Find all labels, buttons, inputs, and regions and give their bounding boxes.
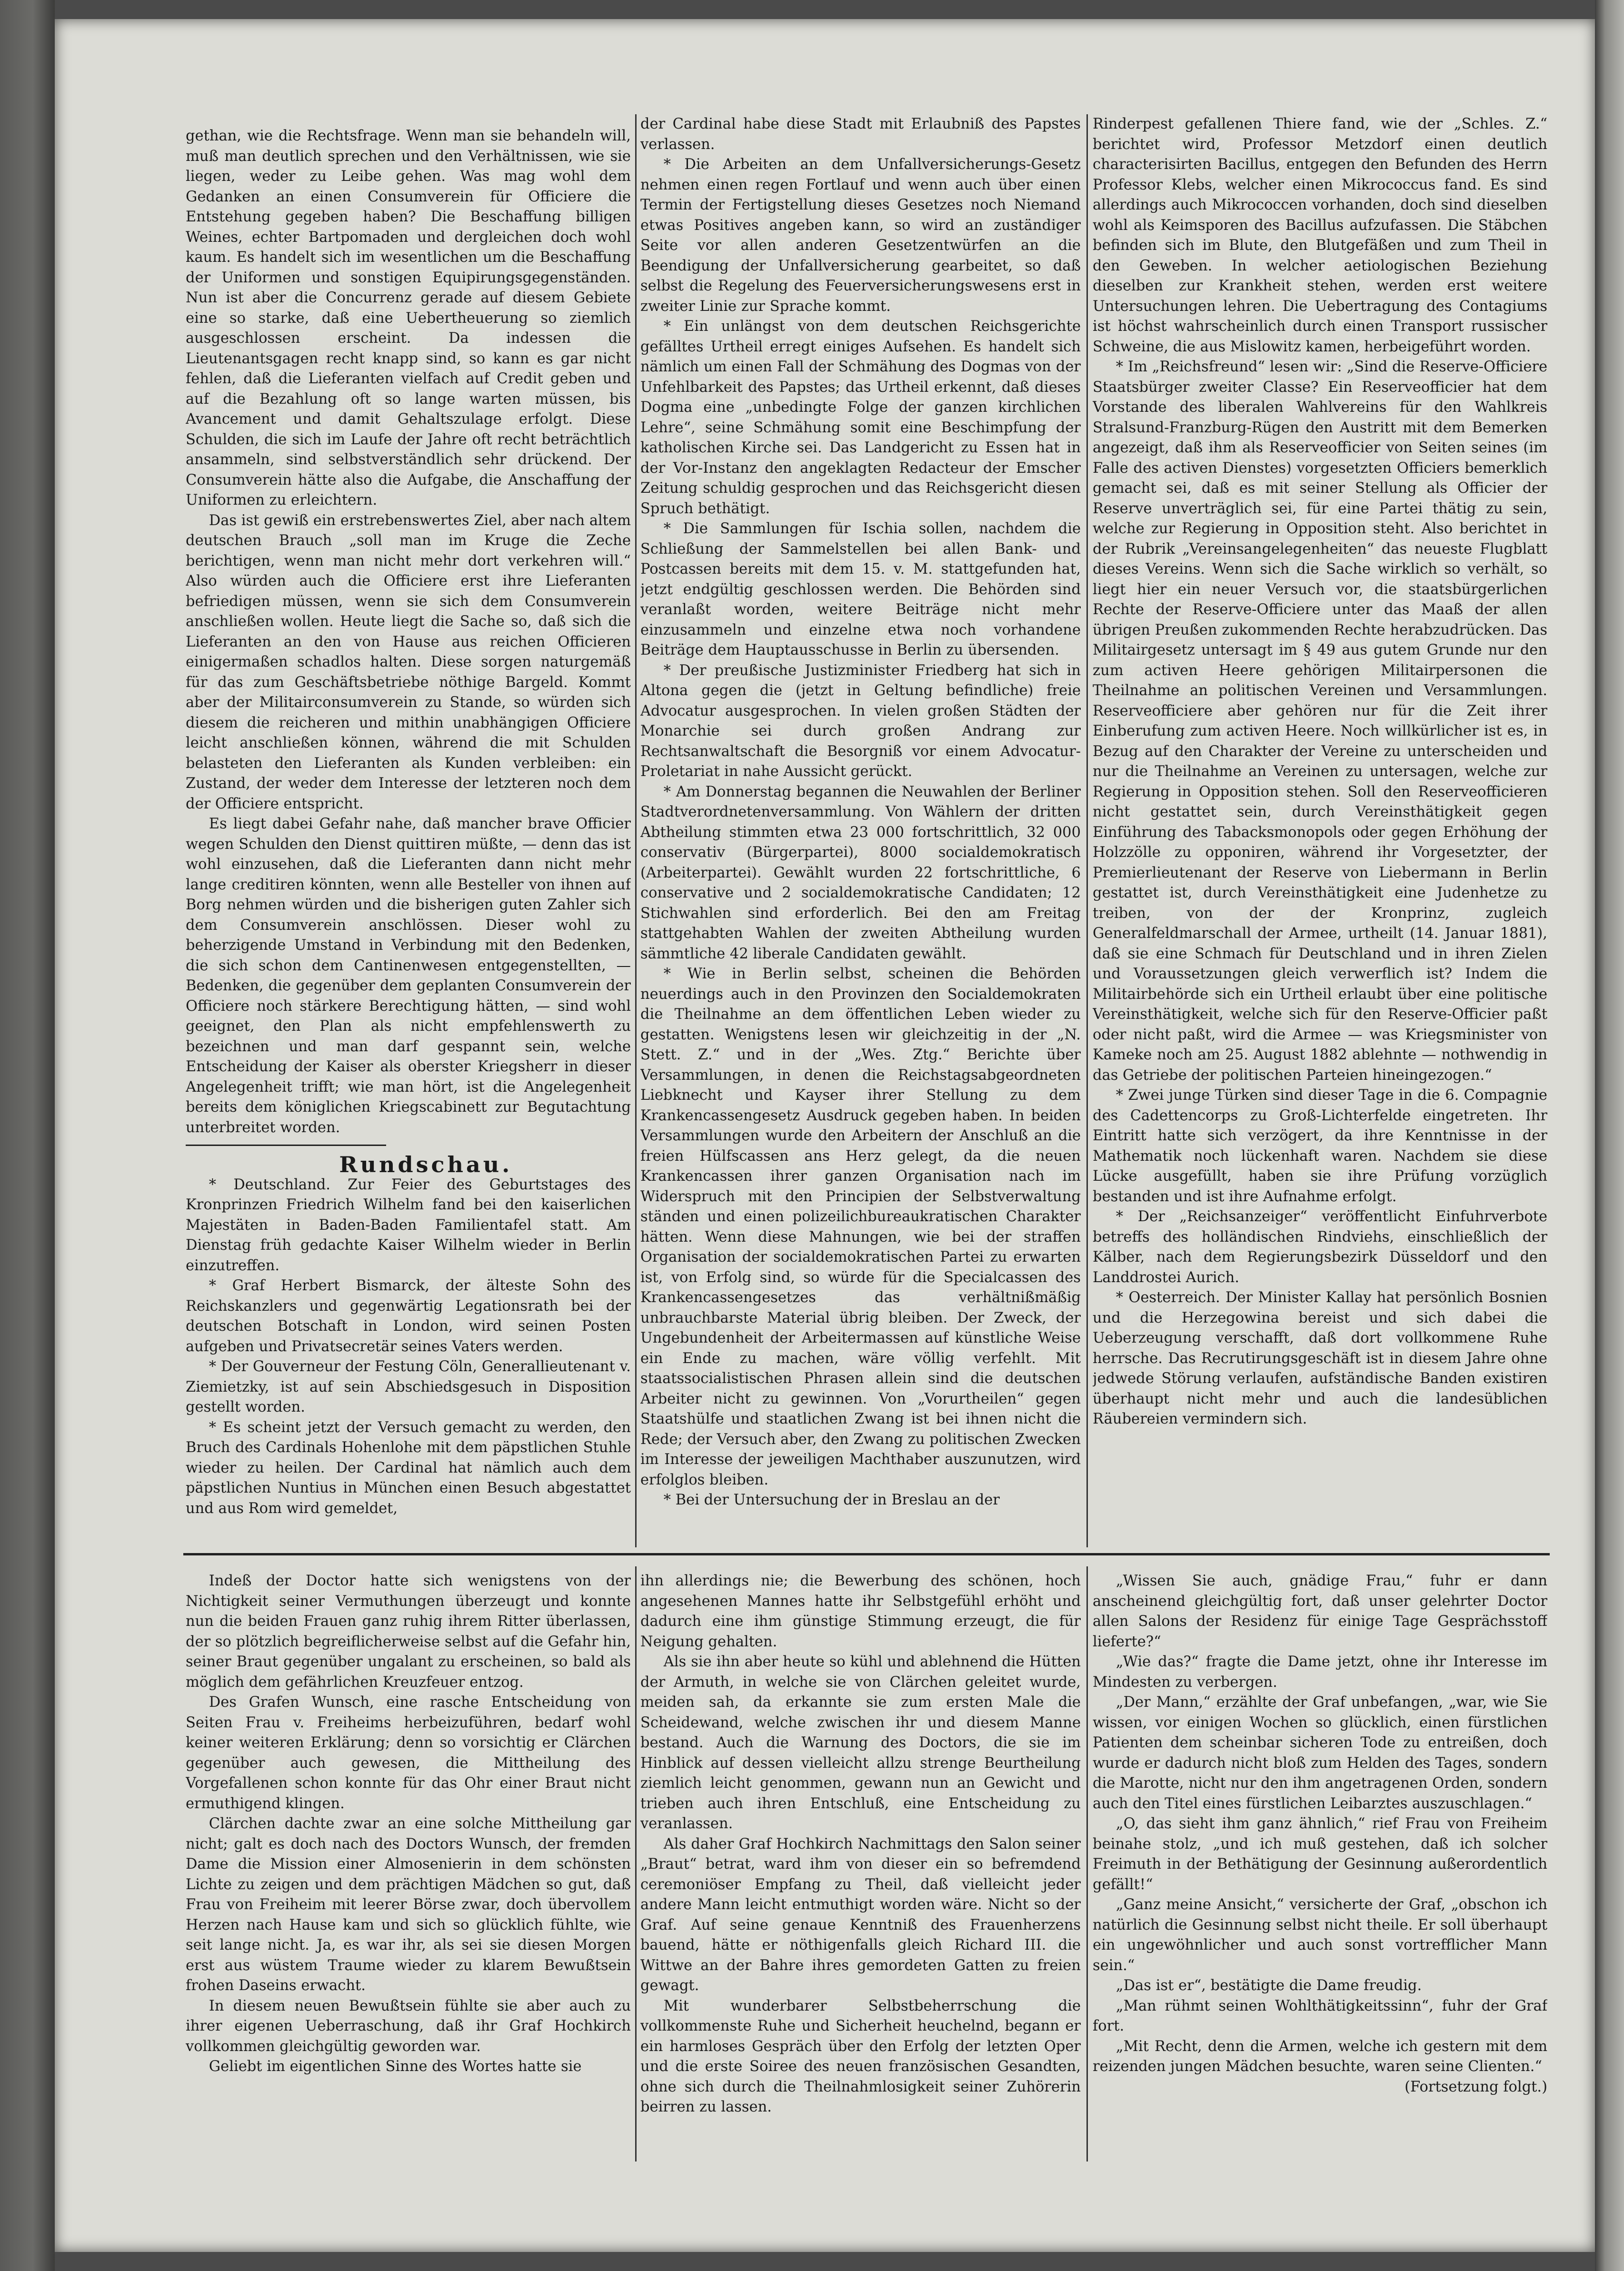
news-item: * Es scheint jetzt der Versuch gemacht zu werden, den Bruch des Cardinals Hohenlohe mit dem päpstlichen Stuhle wieder zu heilen. Der Cardinal hat nämlich auch dem päpstlichen Nuntius in München einen Besuch abgestattet und aus Rom wird gemeldet, — [186, 1419, 631, 1517]
story-paragraph: „Wie das?“ fragte die Dame jetzt, ohne ihr Interesse im Mindesten zu verbergen. — [1093, 1653, 1547, 1691]
news-item: * Die Arbeiten an dem Unfallversicherungs-Gesetz nehmen einen regen Fortlauf und wenn auch über einen Termin der Fertigstellung dieses Gesetzes noch Niemand etwas Positives angeben kann, so wird an zuständiger Seite vor allen anderen Gesetzentwürfen an die Beendigung der Unfallversicherung gearbeitet, so daß selbst die Regelung des Feuerversicherungswesens erst in zweiter Linie zur Sprache kommt. — [640, 156, 1081, 315]
story-paragraph: „Wissen Sie auch, gnädige Frau,“ fuhr er dann anscheinend gleichgültig fort, daß unser gelehrter Doctor allen Salons der Residenz für einige Tage Gesprächsstoff lieferte?“ — [1093, 1573, 1547, 1650]
column-3 — [1093, 114, 1547, 1543]
news-item: * Der preußische Justizminister Friedberg hat sich in Altona gegen die (jetzt in Geltung befindliche) freie Advocatur ausgesprochen. In vielen großen Städten der Monarchie sei durch großen Andrang zur Rechtsanwaltschaft die Besorgniß vor einem Advocatur-Proletariat in nahe Aussicht gerückt. — [640, 662, 1081, 780]
story-paragraph: Des Grafen Wunsch, eine rasche Entscheidung von Seiten Frau v. Freiheims herbeizuführen, bedarf wohl keiner weiteren Erklärung; denn so vorsichtig er Clärchen gegenüber auch gewesen, die Mittheilung des Vorgefallenen schon konnte für das Ohr einer Braut nicht ermuthigend klingen. — [186, 1694, 631, 1812]
news-item: * Der Gouverneur der Festung Cöln, Generallieutenant v. Ziemietzky, ist auf sein Abschiedsgesuch in Disposition gestellt worden. — [186, 1358, 631, 1415]
story-paragraph: „Der Mann,“ erzählte der Graf unbefangen, „war, wie Sie wissen, vor einigen Wochen so glücklich, einen fürstlichen Patienten dem scheinbar sicheren Tode zu entreißen, doch wurde er dadurch nicht bloß zum Helden des Tages, sondern die Marotte, nicht nur den ihm angetragenen Orden, sondern auch den Titel eines fürstlichen Leibarztes auszuschlagen.“ — [1093, 1694, 1547, 1812]
story-paragraph: „O, das sieht ihm ganz ähnlich,“ rief Frau von Freiheim beinahe stolz, „und ich muß gestehen, daß ich solcher Freimuth in der Bethätigung der Gesinnung außerordentlich gefällt!“ — [1093, 1815, 1547, 1893]
column-rule — [1086, 114, 1088, 1547]
news-item: * Die Sammlungen für Ischia sollen, nachdem die Schließung der Sammelstellen bei allen Bank- und Postcassen bereits mit dem 15. v. M. stattgefunden hat, jetzt endgültig geschlossen werden. Die Behörden sind veranlaßt worden, weitere Beiträge nicht mehr einzusammeln und einzelne etwa noch vorhandene Beiträge dem Hauptausschusse in Berlin zu übersenden. — [640, 520, 1081, 658]
news-item: der Cardinal habe diese Stadt mit Erlaubniß des Papstes verlassen. — [640, 116, 1081, 153]
story-paragraph: „Man rühmt seinen Wohlthätigkeitssinn“, fuhr der Graf fort. — [1093, 1997, 1547, 2034]
news-item: * Deutschland. Zur Feier des Geburtstages des Kronprinzen Friedrich Wilhelm fand bei den kaiserlichen Majestäten in Baden-Baden Familientafel statt. Am Dienstag früh gedachte Kaiser Wilhelm wieder in Berlin einzutreffen. — [186, 1176, 631, 1274]
news-item: * Ein unlängst von dem deutschen Reichsgerichte gefälltes Urtheil erregt einiges Aufsehen. Es handelt sich nämlich um einen Fall der Schmähung des Dogmas von der Unfehlbarkeit des Papstes; das Urtheil erkennt, daß dieses Dogma eine „unbedingte Folge der ganzen kirchlichen Lehre“, seine Schmähung somit eine Beschimpfung der katholischen Kirche sei. Das Landgericht zu Essen hat in der Vor-Instanz den angeklagten Redacteur der Emscher Zeitung schuldig gesprochen und das Reichsgericht diesen Spruch bethätigt. — [640, 318, 1081, 517]
story-paragraph: Mit wunderbarer Selbstbeherrschung die vollkommenste Ruhe und Sicherheit heuchelnd, begann er ein harmloses Gespräch über den Erfolg der letzten Oper und die erste Soiree des neuen französischen Gesandten, ohne sich durch die Theilnahmlosigkeit seiner Zuhörerin beirren zu lassen. — [640, 1997, 1081, 2115]
paragraph: Das ist gewiß ein erstrebenswertes Ziel, aber nach altem deutschen Brauch „soll man im Kruge die Zeche berichtigen, wenn man nicht mehr dort verkehren will.“ Also würden auch die Officiere erst ihre Lieferanten befriedigen müssen, wenn sie sich dem Consumverein anschließen wollen. Heute liegt die Sache so, daß sich die Lieferanten an den von Hause aus reichen Officieren einigermaßen schadlos halten. Diese sorgen naturgemäß für das zum Geschäftsbetriebe nöthige Bargeld. Kommt aber der Militairconsumverein zu Stande, so würden sich diesem die reicheren und mithin unabhängigen Officiere leicht anschließen können, während die mit Schulden belasteten den Lieferanten als Kunden verbleiben: ein Zustand, der weder dem Interesse der letzteren noch dem der Officiere entspricht. — [186, 512, 631, 812]
news-item: * Oesterreich. Der Minister Kallay hat persönlich Bosnien und die Herzegowina bereist und sich dabei die Ueberzeugung verschafft, daß dort vollkommene Ruhe herrsche. Das Recrutirungsgeschäft ist in diesem Jahre ohne jedwede Störung verlaufen, aufständische Banden existiren überhaupt nicht mehr und auch die landesüblichen Räubereien vermindern sich. — [1093, 1289, 1547, 1427]
paragraph: Es liegt dabei Gefahr nahe, daß mancher brave Officier wegen Schulden den Dienst quittiren müßte, — denn das ist wohl einzusehen, daß die Lieferanten dann nicht mehr lange creditiren könnten, wenn alle Besteller von ihnen auf Borg nehmen würden und die bisherigen guten Zahler sich dem Consumverein anschlössen. Dieser wohl zu beherzigende Umstand in Verbindung mit den Bedenken, die sich schon dem Cantinenwesen entgegenstellten, — Bedenken, die gegenüber dem geplanten Consumverein der Officiere noch stärkere Berechtigung hätten, — sind wohl geeignet, den Plan als nicht empfehlenswerth zu bezeichnen und man darf gespannt sein, welche Entscheidung der Kaiser als oberster Kriegsherr in dieser Angelegenheit trifft; wie man hört, ist die Angelegenheit bereits dem königlichen Kriegscabinett zur Begutachtung unterbreitet worden. — [186, 816, 631, 1136]
feuilleton-column-1 — [186, 1571, 631, 2157]
news-item: * Am Donnerstag begannen die Neuwahlen der Berliner Stadtverordnetenversammlung. Von Wählern der dritten Abtheilung stimmten etwa 23 000 fortschrittlich, 32 000 conservativ (Bürgerpartei), 8000 socialdemokratisch (Arbeiterpartei). Gewählt wurden 22 fortschrittliche, 6 conservative und 2 socialdemokratische Candidaten; 12 Stichwahlen sind erforderlich. Bei den am Freitag stattgehabten Wahlen der zweiten Abtheilung wurden sämmtliche 42 liberale Candidaten gewählt. — [640, 783, 1081, 962]
section-rule — [186, 1145, 386, 1146]
column-2 — [640, 114, 1081, 1543]
news-item: * Wie in Berlin selbst, scheinen die Behörden neuerdings auch in den Provinzen den Socialdemokraten die Theilnahme an dem öffentlichen Leben wieder zu gestatten. Wenigstens lesen wir gleichzeitig in der „N. Stett. Z.“ und in der „Wes. Ztg.“ Berichte über Versammlungen, in denen die Reichstagsabgeordneten Liebknecht und Kayser ihrer Stellung zu dem Krankencassengesetz Ausdruck gegeben haben. In beiden Versammlungen wurde den Arbeitern der Anschluß an die freien Hülfscassen ans Herz gelegt, da die neuen Krankencassen ihrer ganzen Organisation nach im Widerspruch mit den Principien der Selbstverwaltung ständen und einen polizeilichbureaukratischen Charakter hätten. Wenn diese Mahnungen, wie bei der straffen Organisation der socialdemokratischen Partei zu erwarten ist, von Erfolg sind, so würde für die Specialcassen des Krankencassengesetzes das verhältnißmäßig unbrauchbarste Material übrig bleiben. Der Zweck, der Ungebundenheit der Arbeitermassen auf künstliche Weise ein Ende zu machen, wäre völlig verfehlt. Mit staatssocialistischen Phrasen allein sind die deutschen Arbeiter nicht zu gewinnen. Von „Vorurtheilen“ gegen Staatshülfe und staatlichen Zwang ist bei ihnen nicht die Rede; der Versuch aber, den Zwang zu politischen Zwecken im Interesse der jeweiligen Machthaber auszunutzen, wird erfolglos bleiben. — [640, 966, 1081, 1488]
section-heading: Rundschau. — [339, 1152, 513, 1177]
feuilleton-column-3 — [1093, 1571, 1547, 2157]
feuilleton-separator — [183, 1553, 1550, 1555]
feuilleton-column-2 — [640, 1571, 1081, 2157]
news-item: * Zwei junge Türken sind dieser Tage in die 6. Compagnie des Cadettencorps zu Groß-Lichterfelde eingetreten. Ihr Eintritt hatte sich verzögert, da ihre Kenntnisse in der Mathematik noch lückenhaft waren. Nachdem sie diese Lücke ausgefüllt, haben sie ihre Prüfung vorzüglich bestanden und ist ihre Aufnahme erfolgt. — [1093, 1087, 1547, 1205]
story-paragraph: Als daher Graf Hochkirch Nachmittags den Salon seiner „Braut“ betrat, ward ihm von dieser ein so befremdend ceremoniöser Empfang zu Theil, daß vielleicht jeder andere Mann leicht entmuthigt worden wäre. Nicht so der Graf. Auf seine genaue Kenntniß des Frauenherzens bauend, hätte er nöthigenfalls gleich Richard III. die Wittwe an der Bahre ihres gemordeten Gatten zu freien gewagt. — [640, 1835, 1081, 1994]
column-1 — [186, 126, 631, 1543]
story-paragraph: Geliebt im eigentlichen Sinne des Wortes hatte sie — [209, 2058, 582, 2075]
news-item: * Im „Reichsfreund“ lesen wir: „Sind die Reserve-Officiere Staatsbürger zweiter Classe? Ein Reserveofficier hat dem Vorstande des liberalen Wahlvereins für den Wahlkreis Stralsund-Franzburg-Rügen den Austritt mit dem Bemerken angezeigt, daß ihm als Reserveofficier von Seiten seines (im Falle des activen Dienstes) vorgesetzten Officiers bemerklich gemacht sei, daß es mit seiner Stellung als Officier der Reserve unverträglich sei, für eine Partei thätig zu sein, welche zur Regierung in Opposition steht. Also berichtet in der Rubrik „Vereinsangelegenheiten“ das neueste Flugblatt dieses Vereins. Wenn sich die Sache wirklich so verhält, so liegt hier ein neuer Versuch vor, die staatsbürgerlichen Rechte der Reserve-Officiere unter das Maaß der allen übrigen Preußen zukommenden Rechte herabzudrücken. Das Militairgesetz untersagt im § 49 aus gutem Grunde nur den zum activen Heere gehörigen Militairpersonen die Theilnahme an politischen Vereinen und Versammlungen. Reserveofficiere aber gehören nur für die Zeit ihrer Einberufung zum activen Heere. Noch willkürlicher ist es, in Bezug auf den Charakter der Vereine zu unterscheiden und nur die Theilnahme an Vereinen zu untersagen, welche zur Regierung in Opposition stehen. Soll den Reserveofficieren nicht gestattet sein, durch Vereinsthätigkeit gegen Einführung des Tabacksmonopols oder gegen Erhöhung der Holzzölle zu opponiren, während ihr Vorgesetzter, der Premierlieutenant der Reserve von Liebermann in Berlin gestattet ist, durch Vereinsthätigkeit eine Judenhetze zu treiben, von der der Kronprinz, zugleich Generalfeldmarschall der Armee, urtheilt (14. Januar 1881), daß sie eine Schmach für Deutschland und in ihren Zielen und Voraussetzungen gleich verwerflich ist? Indem die Militairbehörde sich ein Urtheil erlaubt über eine politische Vereinsthätigkeit, welche sich für den Reserve-Officier paßt oder nicht paßt, wird die Armee — was Kriegsminister von Kameke noch am 25. August 1882 ablehnte — nothwendig in das Getriebe der politischen Parteien hineingezogen.“ — [1093, 359, 1547, 1084]
story-paragraph: Als sie ihn aber heute so kühl und ablehnend die Hütten der Armuth, in welche sie von Clärchen geleitet wurde, meiden sah, da erkannte sie zum ersten Male die Scheidewand, welche zwischen ihr und diesem Manne bestand. Auch die Warnung des Doctors, die sie im Hinblick auf dessen vielleicht allzu strenge Beurtheilung ziemlich leicht genommen, gewann nun an Gewicht und trieben auch ihren Entschluß, eine Entscheidung zu veranlassen. — [640, 1653, 1081, 1832]
story-paragraph: „Ganz meine Ansicht,“ versicherte der Graf, „obschon ich natürlich die Gesinnung selbst nicht theile. Er soll überhaupt ein ungewöhnlicher und auch sonst vortrefflicher Mann sein.“ — [1093, 1896, 1547, 1974]
news-item: * Der „Reichsanzeiger“ veröffentlicht Einfuhrverbote betreffs des holländischen Rindviehs, einschließlich der Kälber, nach dem Regierungsbezirk Düsseldorf und den Landdrostei Aurich. — [1093, 1208, 1547, 1286]
news-item: * Graf Herbert Bismarck, der älteste Sohn des Reichskanzlers und gegenwärtig Legationsrath bei der deutschen Botschaft in London, wird seinen Posten aufgeben und Privatsecretär seines Vaters werden. — [186, 1277, 631, 1355]
story-paragraph: „Das ist er“, bestätigte die Dame freudig. — [1116, 1977, 1422, 1994]
news-item: * Bei der Untersuchung der in Breslau an der — [663, 1492, 1000, 1508]
story-paragraph: In diesem neuen Bewußtsein fühlte sie aber auch zu ihrer eigenen Ueberraschung, daß ihr Graf Hochkirch vollkommen gleichgültig geworden war. — [186, 1997, 631, 2055]
column-rule — [635, 114, 637, 1547]
story-paragraph: „Mit Recht, denn die Armen, welche ich gestern mit dem reizenden jungen Mädchen besuchte, waren seine Clienten.“ — [1093, 2038, 1547, 2075]
story-paragraph: ihn allerdings nie; die Bewerbung des schönen, hoch angesehenen Mannes hatte ihr Selbstgefühl erhöht und dadurch eine ihm günstige Stimmung erzeugt, die für Neigung gehalten. — [640, 1573, 1081, 1650]
news-item: Rinderpest gefallenen Thiere fand, wie der „Schles. Z.“ berichtet wird, Professor Metzdorf einen deutlich characterisirten Bacillus, entgegen den Befunden des Herrn Professor Klebs, welcher einen Mikrococcus fand. Es sind allerdings auch Mikrococcen vorhanden, doch sind dieselben wohl als Keimsporen des Bacillus aufzufassen. Die Stäbchen befinden sich im Blute, den Blutgefäßen und zum Theil in den Geweben. In welcher aetiologischen Beziehung dieselben zur Krankheit stehen, werden erst weitere Untersuchungen lehren. Die Uebertragung des Contagiums ist höchst wahrscheinlich durch einen Transport russischer Schweine, die aus Mislowitz kamen, herbeigeführt worden. — [1093, 116, 1547, 355]
page-edge — [1595, 0, 1624, 2271]
column-rule — [1086, 1566, 1088, 2161]
continued-note: (Fortsetzung folgt.) — [1405, 2078, 1547, 2095]
book-binding-shadow — [0, 0, 55, 2271]
story-paragraph: Indeß der Doctor hatte sich wenigstens von der Nichtigkeit seiner Vermuthungen überzeugt und konnte nun die beiden Frauen ganz ruhig ihrem Ritter überlassen, der so plötzlich begreiflicherweise selbst auf die Gefahr hin, seiner Braut gegenüber ungalant zu erscheinen, so bald als möglich dem gefährlichen Kreuzfeuer entzog. — [186, 1573, 631, 1691]
paragraph: gethan, wie die Rechtsfrage. Wenn man sie behandeln will, muß man deutlich sprechen und den Verhältnissen, wie sie liegen, weder zu Leibe gehen. Was mag wohl dem Gedanken an einen Consumverein für Officiere die Entstehung gegeben haben? Die Beschaffung billigen Weines, echter Bartpomaden und dergleichen doch wohl kaum. Es handelt sich im wesentlichen um die Beschaffung der Uniformen und sonstigen Equipirungsgegenständen. Nun ist aber die Concurrenz gerade auf diesem Gebiete eine so starke, daß eine Uebertheuerung so ziemlich ausgeschlossen erscheint. Da indessen die Lieutenantsgagen recht knapp sind, so kann es gar nicht fehlen, daß die Lieferanten vielfach auf Credit geben und auf die Bezahlung oft so lange warten müssen, bis Avancement und damit Gehaltszulage erfolgt. Diese Schulden, die sich im Laufe der Jahre oft recht beträchtlich ansammeln, sind selbstverständlich sehr drückend. Der Consumverein hätte also die Aufgabe, die Anschaffung der Uniformen zu erleichtern. — [186, 128, 631, 508]
story-paragraph: Clärchen dachte zwar an eine solche Mittheilung gar nicht; galt es doch nach des Doctors Wunsch, der fremden Dame die Mission einer Almosenierin in dem schönsten Lichte zu zeigen und dem prächtigen Mädchen so gut, daß Frau von Freiheim mit leerer Börse zwar, doch übervollem Herzen nach Hause kam und sich so glücklich fühlte, wie seit lange nicht. Ja, es war ihr, als sei sie diesen Morgen erst aus wüstem Traume wieder zu klarem Bewußtsein frohen Daseins erwacht. — [186, 1815, 631, 1994]
column-rule — [635, 1566, 637, 2161]
